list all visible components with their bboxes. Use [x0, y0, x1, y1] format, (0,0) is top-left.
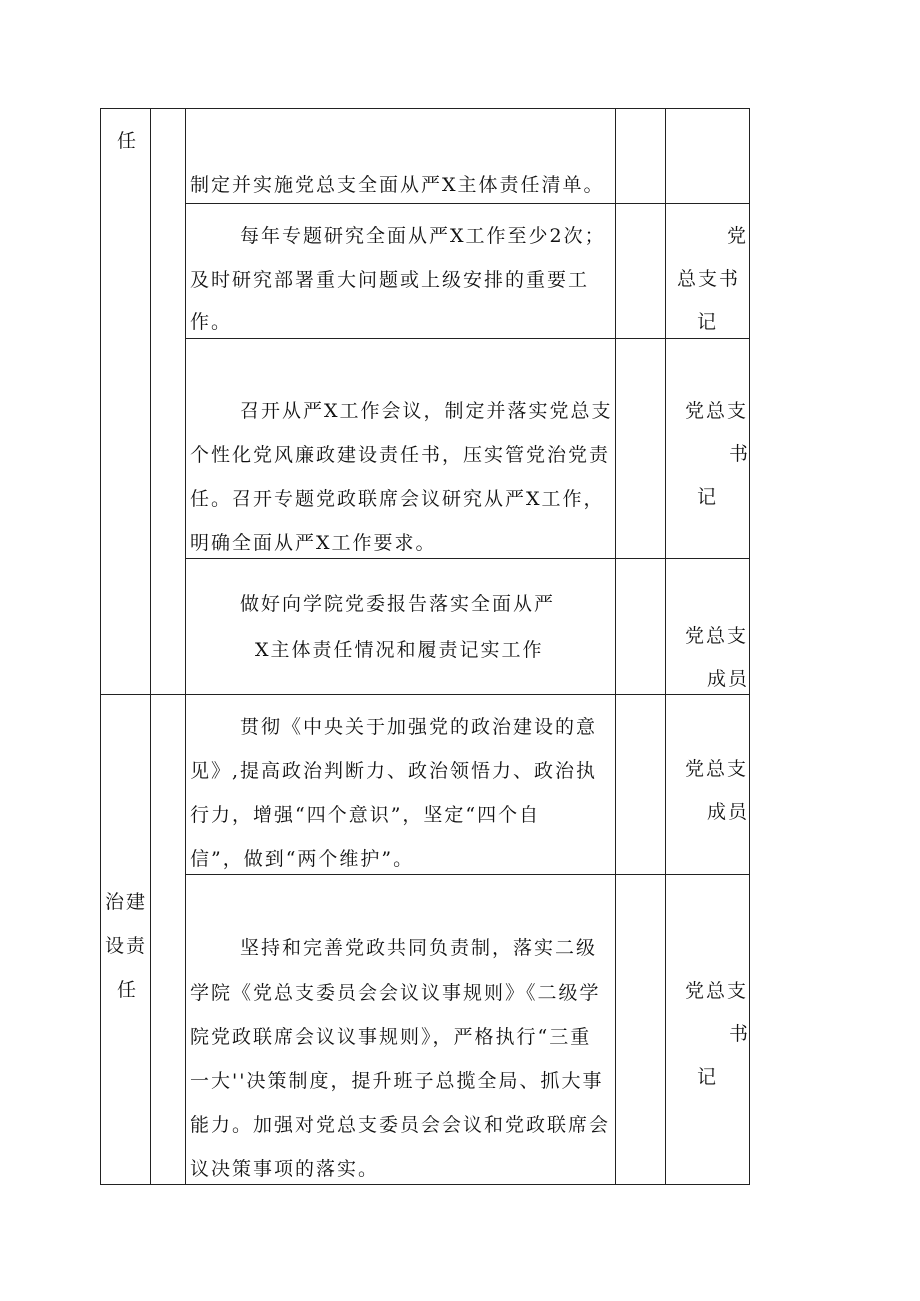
section-divider — [100, 694, 750, 695]
row-content-line: 行力，增强“四个意识”，坚定“四个自 — [190, 804, 541, 826]
row-content-line: 贯彻《中央关于加强党的政治建设的意 — [240, 716, 598, 738]
owner-line: 党总支 — [685, 758, 749, 780]
border-bottom — [100, 1184, 750, 1185]
row-content-line: 见》,提高政治判断力、政治领悟力、政治执 — [190, 760, 598, 782]
row-content-line: X主体责任情况和履责记实工作 — [255, 639, 544, 661]
group-label-top: 任 — [117, 130, 139, 152]
owner-line: 党总支 — [685, 400, 749, 422]
row-content-line: 作。 — [190, 311, 233, 333]
owner-line: 党总支 — [685, 980, 749, 1002]
row-content-line: 坚持和完善党政共同负责制，落实二级 — [240, 937, 598, 959]
border-left — [100, 108, 101, 1185]
row-content-line: 信”，做到“两个维护”。 — [190, 848, 415, 870]
col-divider — [615, 108, 616, 1185]
border-top — [100, 108, 750, 109]
owner-line: 党总支 — [685, 625, 749, 647]
row-content-line: 召开从严X工作会议，制定并落实党总支 — [240, 400, 613, 422]
row-content-line: 每年专题研究全面从严X工作至少2次； — [240, 225, 606, 247]
owner-line: 总支书 — [677, 268, 741, 290]
row-content-line: 能力。加强对党总支委员会会议和党政联席会 — [190, 1114, 611, 1136]
owner-line: 成员 — [707, 801, 750, 823]
owner-line: 书 — [729, 1023, 751, 1045]
group-label-line: 任 — [117, 979, 139, 1001]
row-content-line: 及时研究部署重大问题或上级安排的重要工 — [190, 269, 590, 291]
row-content-line: 个性化党风廉政建设责任书，压实管党治党责 — [190, 444, 611, 466]
owner-line: 记 — [697, 486, 719, 508]
group-label-line: 设责 — [105, 935, 148, 957]
owner-line: 书 — [729, 443, 751, 465]
row-content-line: 制定并实施党总支全面从严X主体责任清单。 — [190, 174, 605, 196]
owner-line: 党 — [727, 225, 749, 247]
col-divider — [185, 108, 186, 1185]
col-divider — [665, 108, 666, 1185]
col-divider — [150, 108, 151, 1185]
row-content-line: 学院《党总支委员会会议议事规则》《二级学 — [190, 982, 601, 1004]
owner-line: 成员 — [707, 668, 750, 690]
row-content-line: 明确全面从严X工作要求。 — [190, 532, 437, 554]
row-content-line: 议决策事项的落实。 — [190, 1158, 380, 1180]
row-content-line: 任。召开专题党政联席会议研究从严X工作， — [190, 488, 605, 510]
row-content-line: 院党政联席会议议事规则》，严格执行“三重 — [190, 1026, 592, 1048]
row-content-line: 做好向学院党委报告落实全面从严 — [240, 593, 556, 615]
row-content-line: 一大''决策制度，提升班子总揽全局、抓大事 — [190, 1070, 604, 1092]
group-label-line: 治建 — [105, 891, 148, 913]
owner-line: 记 — [697, 311, 719, 333]
owner-line: 记 — [697, 1066, 719, 1088]
